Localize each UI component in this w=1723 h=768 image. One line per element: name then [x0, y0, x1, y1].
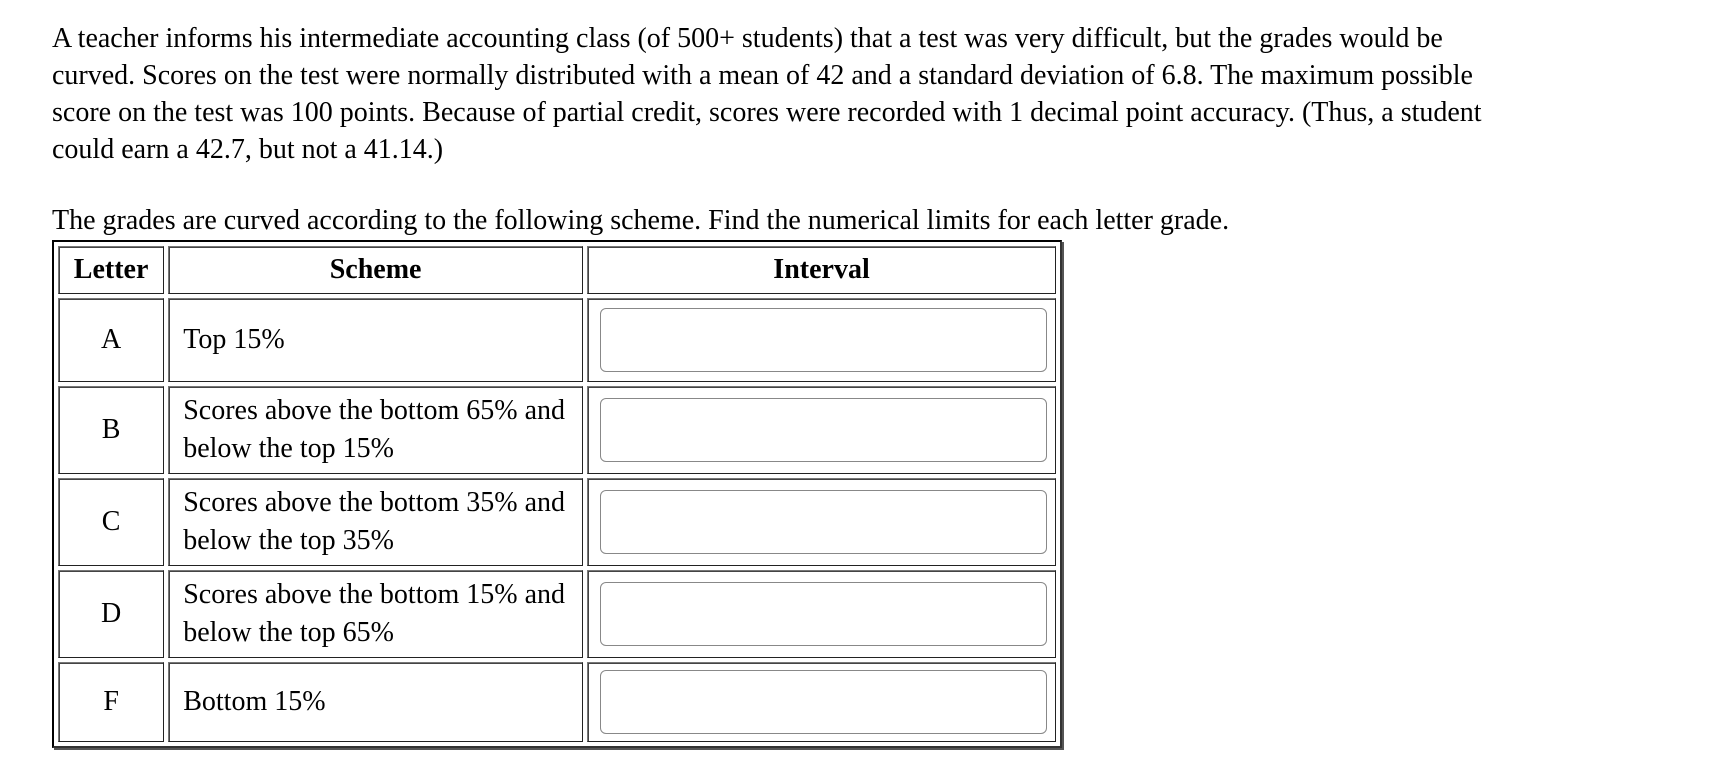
scheme-cell-d: Scores above the bottom 15% and below the top 65% [168, 570, 583, 658]
interval-input-f[interactable] [600, 670, 1047, 734]
letter-cell-c: C [58, 478, 164, 566]
interval-input-c[interactable] [600, 490, 1047, 554]
header-letter: Letter [58, 246, 164, 294]
question-intro-text: A teacher informs his intermediate accounting class (of 500+ students) that a test was very difficult, but the grades would be curved. Scores on the test were normally distributed with a mean of 42 and a standard deviation of 6.8. The maximum possible score on the test was 100 points. Because of partial credit, scores were recorded with 1 decimal point accuracy. (Thus, a student could earn a 42.7, but not a 41.14.) [52, 23, 1482, 165]
table-row-grade-c [58, 478, 1056, 566]
interval-input-d[interactable] [600, 582, 1047, 646]
scheme-cell-b: Scores above the bottom 65% and below the top 15% [168, 386, 583, 474]
interval-input-b[interactable] [600, 398, 1047, 462]
letter-cell-d: D [58, 570, 164, 658]
question-instruction-text: The grades are curved according to the following scheme. Find the numerical limits for each letter grade. [52, 205, 1230, 236]
interval-cell-f [587, 662, 1056, 742]
header-interval: Interval [587, 246, 1056, 294]
scheme-cell-c: Scores above the bottom 35% and below the top 35% [168, 478, 583, 566]
interval-cell-b [587, 386, 1056, 474]
scheme-cell-a: Top 15% [168, 298, 583, 382]
interval-cell-d [587, 570, 1056, 658]
table-row-grade-a [58, 298, 1056, 382]
scheme-cell-f: Bottom 15% [168, 662, 583, 742]
letter-cell-b: B [58, 386, 164, 474]
table-row-grade-d [58, 570, 1056, 658]
table-header-row [58, 246, 1056, 294]
grade-scheme-table [52, 240, 1062, 748]
interval-cell-a [587, 298, 1056, 382]
interval-cell-c [587, 478, 1056, 566]
letter-cell-f: F [58, 662, 164, 742]
interval-input-a[interactable] [600, 308, 1047, 372]
table-row-grade-b [58, 386, 1056, 474]
question-container [52, 20, 1692, 748]
letter-cell-a: A [58, 298, 164, 382]
table-row-grade-f [58, 662, 1056, 742]
header-scheme: Scheme [168, 246, 583, 294]
